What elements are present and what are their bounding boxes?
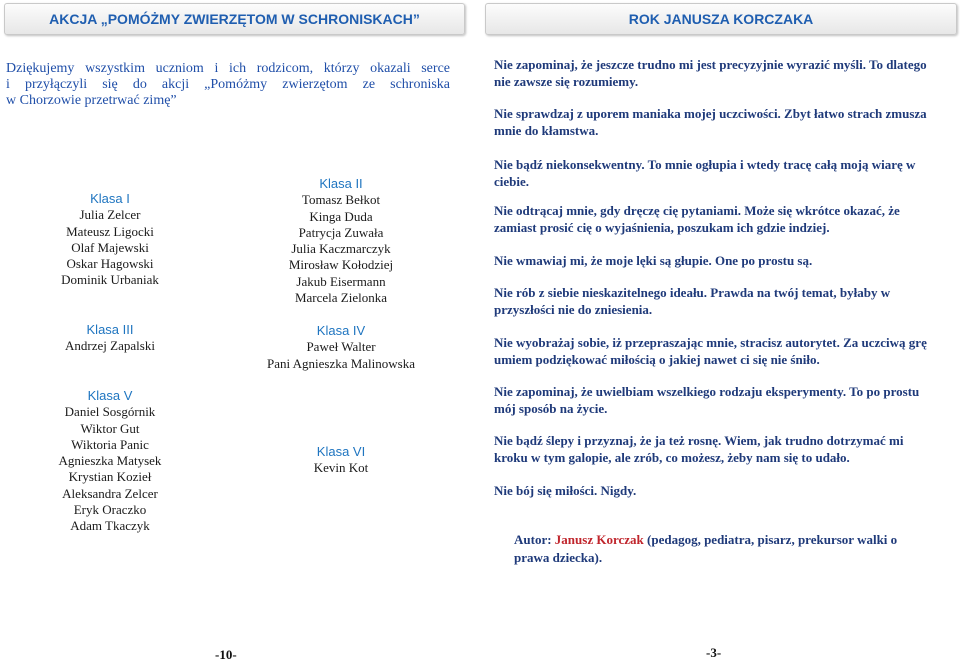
class-title: Klasa VI: [316, 444, 366, 459]
page-number-left: -10-: [215, 647, 237, 662]
poem-paragraph: Nie bądź ślepy i przyznaj, że ja też rosnę. Wiem, jak trudno dotrzymać mi kroku w tym galopie, ale zrób, co możesz, żeby nam się to udało.: [494, 433, 904, 465]
poem-paragraph: Nie odtrącaj mnie, gdy dręczę cię pytaniami. Może się wkrótce okazać, że zamiast prosić cię o wyjaśnienia, poszukam ich gdzie indziej.: [494, 203, 900, 235]
author-description: (pedagog, pediatra, pisarz, prekursor walki o prawa dziecka).: [514, 532, 898, 565]
class-title: Klasa IV: [316, 323, 366, 338]
student-name: Kevin Kot: [313, 460, 369, 476]
student-name: Wiktoria Panic: [71, 436, 149, 452]
student-name: Dominik Urbaniak: [61, 272, 159, 288]
student-name: Agnieszka Matysek: [58, 453, 162, 469]
class-block-6: [255, 444, 427, 477]
author-note: [514, 531, 934, 567]
student-name: Marcela Zielonka: [294, 290, 388, 306]
class-title: Klasa II: [319, 176, 363, 191]
poem-paragraph: Nie sprawdzaj z uporem maniaka mojej uczciwości. Zbyt łatwo strach zmusza mnie do kłamstwa.: [494, 106, 927, 138]
thanks-line: w Chorzowie przetrwać zimę”: [6, 93, 177, 108]
page-number-right: -3-: [706, 645, 722, 660]
left-header-title: AKCJA „POMÓŻMY ZWIERZĘTOM W SCHRONISKACH”: [49, 11, 420, 27]
class-block-4: [245, 323, 437, 372]
poem-paragraph: Nie rób z siebie nieskazitelnego ideału. Prawda na twój temat, byłaby w przyszłości nie do zniesienia.: [494, 285, 891, 317]
left-header-banner: [4, 3, 465, 35]
student-name: Julia Zelcer: [79, 207, 141, 223]
student-name: Patrycja Zuwała: [298, 224, 384, 240]
student-name: Jakub Eisermann: [296, 273, 386, 289]
class-block-3: [30, 322, 190, 355]
thanks-paragraph: [6, 61, 450, 109]
right-header-banner: [485, 3, 957, 35]
class-block-5: [30, 388, 190, 535]
class-title: Klasa I: [90, 191, 130, 206]
student-name: Mateusz Ligocki: [66, 223, 154, 239]
student-name: Krystian Kozieł: [68, 469, 152, 485]
class-title: Klasa III: [86, 322, 134, 337]
student-name: Paweł Walter: [306, 339, 376, 355]
poem-paragraph: Nie zapominaj, że jeszcze trudno mi jest precyzyjnie wyrazić myśli. To dlatego nie zawsze się rozumiemy.: [494, 57, 927, 89]
student-name: Wiktor Gut: [80, 420, 140, 436]
student-name: Pani Agnieszka Malinowska: [266, 355, 416, 371]
poem-paragraph: Nie bój się miłości. Nigdy.: [494, 483, 637, 498]
student-name: Daniel Sosgórnik: [64, 404, 156, 420]
class-title: Klasa V: [87, 388, 133, 403]
poem-paragraph: Nie bądź niekonsekwentny. To mnie ogłupia i wtedy tracę całą moją wiarę w ciebie.: [494, 157, 916, 189]
student-name: Mirosław Kołodziej: [288, 257, 394, 273]
student-name: Julia Kaczmarczyk: [291, 241, 391, 257]
poem-paragraph: Nie wmawiaj mi, że moje lęki są głupie. One po prostu są.: [494, 253, 813, 268]
student-name: Andrzej Zapalski: [65, 338, 155, 354]
thanks-line: i przyłączyli się do akcji „Pomóżmy zwierzętom ze schroniska: [6, 77, 450, 92]
student-name: Oskar Hagowski: [66, 256, 154, 272]
student-name: Adam Tkaczyk: [70, 518, 150, 534]
poem-paragraph: Nie zapominaj, że uwielbiam wszelkiego rodzaju eksperymenty. To po prostu mój sposób na życie.: [494, 384, 920, 416]
student-name: Olaf Majewski: [71, 239, 149, 255]
right-header-title: ROK JANUSZA KORCZAKA: [628, 11, 814, 27]
poem-paragraph: Nie wyobrażaj sobie, iż przepraszając mnie, stracisz autorytet. Za uczciwą grę umiem podziękować miłością o jakiej nawet ci się nie śniło.: [494, 335, 927, 367]
author-prefix: Autor:: [514, 532, 555, 547]
student-name: Eryk Oraczko: [73, 502, 147, 518]
class-block-1: [30, 191, 190, 289]
thanks-line: Dziękujemy wszystkim uczniom i ich rodzicom, którzy okazali serce: [6, 61, 450, 76]
student-name: Aleksandra Zelcer: [62, 485, 158, 501]
student-name: Tomasz Bełkot: [301, 192, 381, 208]
class-block-2: [255, 176, 427, 306]
author-name: Janusz Korczak: [554, 532, 644, 547]
student-name: Kinga Duda: [309, 208, 373, 224]
